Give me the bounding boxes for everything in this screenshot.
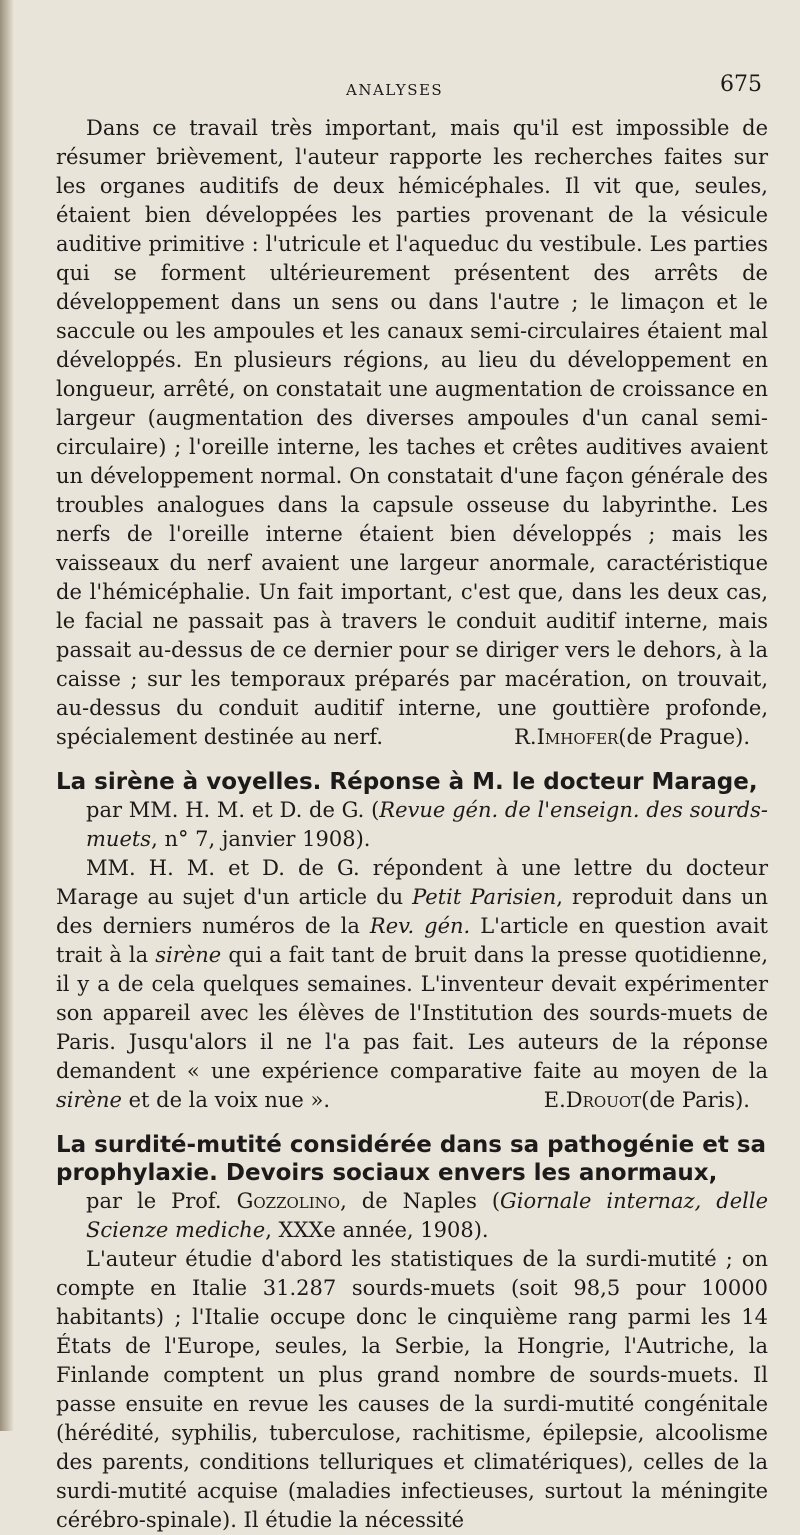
biblio-suffix: , n° 7, janvier 1908). [151, 827, 371, 851]
biblio-prefix: par MM. H. M. et D. de G. ( [86, 798, 380, 822]
page-header [56, 70, 768, 114]
body-text: MM. H. M. et D. de G. répondent à une lettre du docteur Marage au sujet d'un article du [56, 856, 768, 909]
article-title: La surdité-mutité considérée dans sa pathogénie et sa prophylaxie. Devoirs sociaux envers les anormaux, [56, 1132, 767, 1186]
article-title: La sirène à voyelles. Réponse à M. le docteur Marage, [56, 769, 758, 795]
article-sirene [56, 768, 768, 1115]
body-text: L'article en question avait trait à la [56, 914, 768, 967]
body-text: et de la voix nue ». [121, 1088, 331, 1112]
body-italic-rev-gen: Rev. gén. [369, 914, 471, 938]
body-italic-sirene: sirène [56, 1088, 122, 1112]
article-hemicephales [56, 114, 768, 752]
article-body: L'auteur étudie d'abord les statistiques de la surdi-mutité ; on compte en Italie 31.287 sourds-muets (soit 98,5 pour 10000 habitants) ; l'Italie occupe donc le cinquième rang parmi les 14 États de l'Europe, seules, la Serbie, la Hongrie, l'Autriche, la Finlande comptent un plus grand nombre de sourds-muets. Il passe ensuite en revue les causes de la surdi-mutité congénitale (hérédité, syphilis, tuberculose, rachitisme, épilepsie, alcoolisme des parents, conditions telluriques et climatériques), celles de la surdi-mutité acquise (maladies infectieuses, surtout la méningite cérébro-spinale). Il étudie la nécessité [56, 1247, 768, 1532]
article-bibliography [86, 796, 768, 854]
body-text: , reproduit dans un des derniers numéros de la [56, 885, 768, 938]
biblio-source: Revue gén. de l'enseign. des sourds-muets [86, 798, 768, 851]
biblio-source: Giornale internaz, delle Scienze mediche [86, 1189, 768, 1242]
signature-initial: E. [543, 1088, 566, 1112]
biblio-author: Gozzolino [236, 1189, 341, 1213]
signature-place: (de Paris). [641, 1088, 750, 1112]
signature-initial: R. [514, 725, 537, 749]
biblio-suffix: , XXXe année, 1908). [265, 1218, 489, 1242]
biblio-prefix: par le Prof. [86, 1189, 237, 1213]
biblio-mid: , de Naples ( [340, 1189, 501, 1213]
article-bibliography [86, 1187, 768, 1245]
signature-place: (de Prague). [618, 725, 750, 749]
article-surdite-mutite [56, 1131, 768, 1535]
signature-name: Imhofer [536, 725, 619, 749]
article-body: Dans ce travail très important, mais qu'il est impossible de résumer brièvement, l'auteur rapporte les recherches faites sur les organes auditifs de deux hémicéphales. Il vit que, seules, étaient bien développées les parties provenant de la vésicule auditive primitive : l'utricule et l'aqueduc du vestibule. Les parties qui se forment ultérieurement présentent des arrêts de développement dans un sens ou dans l'autre ; le limaçon et le saccule ou les ampoules et les canaux semi-circulaires étaient mal développés. En plusieurs régions, au lieu du développement en longueur, arrêté, on constatait une augmentation de croissance en largeur (augmentation des diverses ampoules d'un canal semi-circulaire) ; l'oreille interne, les taches et crêtes auditives avaient un développement normal. On constatait d'une façon générale des troubles analogues dans la capsule osseuse du labyrinthe. Les nerfs de l'oreille interne étaient bien développés ; mais les vaisseaux du nerf avaient une largeur anormale, caractéristique de l'hémicéphalie. Un fait important, c'est que, dans les deux cas, le facial ne passait pas à travers le conduit auditif interne, mais passait au-dessus de ce dernier pour se diriger vers le dehors, à la caisse ; sur les temporaux préparés par macération, on trouvait, au-dessus du conduit auditif interne, une gouttière profonde, spécialement destinée au nerf. [56, 116, 768, 749]
body-italic-sirene: sirène [155, 943, 222, 967]
page-spine-shadow [0, 0, 14, 1431]
article-body [56, 854, 768, 1115]
signature-name: Drouot [565, 1088, 642, 1112]
body-text: qui a fait tant de bruit dans la presse quotidienne, il y a de cela quelques semaines. L'inventeur devait expérimenter son appareil avec les élèves de l'Institution des sourds-muets de Paris. Jusqu'alors il ne l'a pas fait. Les auteurs de la réponse demandent « une expérience comparative faite au moyen de la [56, 943, 768, 1083]
body-italic-petit-parisien: Petit Parisien [412, 885, 557, 909]
running-head: ANALYSES [346, 81, 444, 99]
document-page [56, 70, 768, 1535]
page-number: 675 [720, 72, 762, 97]
